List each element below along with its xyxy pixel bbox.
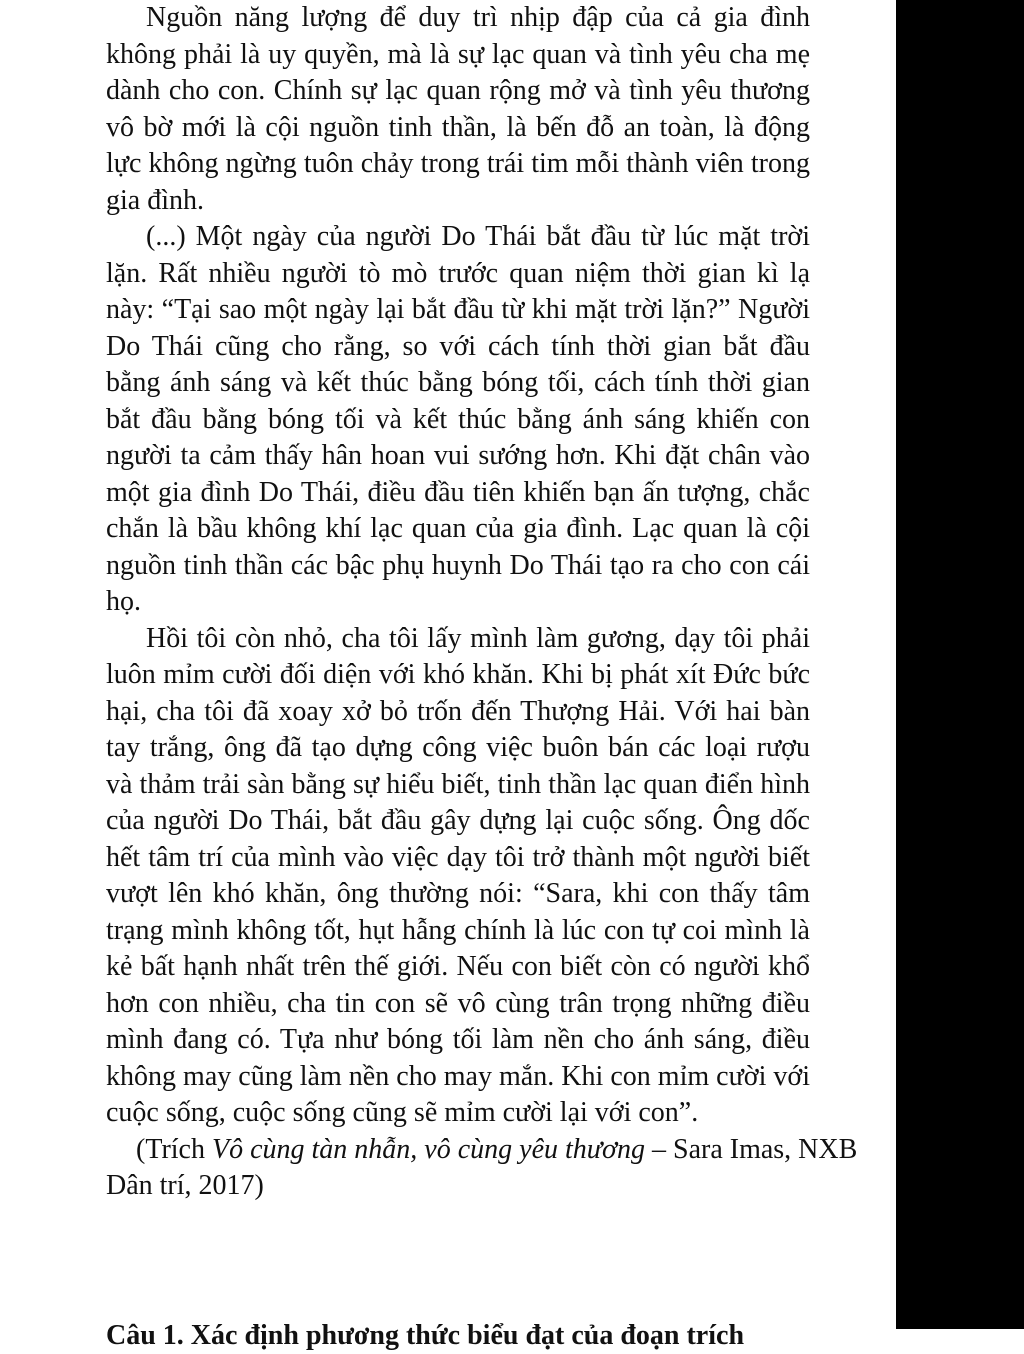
citation-book-title: Vô cùng tàn nhẫn, vô cùng yêu thương [211, 1133, 645, 1165]
paragraph-3: Hồi tôi còn nhỏ, cha tôi lấy mình làm gương, dạy tôi phải luôn mỉm cười đối diện với khó khăn. Khi bị phát xít Đức bức hại, cha tôi đã xoay xở bỏ trốn đến Thượng Hải. Với hai bàn tay trắng, ông đã tạo dựng công việc buôn bán các loại rượu và thảm trải sàn bằng sự hiểu biết, tinh thần lạc quan điển hình của người Do Thái, bắt đầu gây dựng lại cuộc sống. Ông dốc hết tâm trí của mình vào việc dạy tôi trở thành một người biết vượt lên khó khăn, ông thường nói: “Sara, khi con thấy tâm trạng mình không tốt, hụt hẫng chính là lúc con tự coi mình là kẻ bất hạnh nhất trên thế giới. Nếu con biết còn có người khổ hơn con nhiều, cha tin con sẽ vô cùng trân trọng những điều mình đang có. Tựa như bóng tối làm nền cho ánh sáng, điều không may cũng làm nền cho may mắn. Khi con mỉm cười với cuộc sống, cuộc sống cũng sẽ mỉm cười lại với con”. [106, 622, 810, 1128]
right-black-margin [896, 0, 1024, 1329]
citation-open: (Trích [136, 1133, 212, 1165]
document-body [106, 0, 858, 1205]
next-question-partial: Câu 1. Xác định phương thức biểu đạt của đoạn trích [106, 1320, 745, 1351]
paragraph-2: (...) Một ngày của người Do Thái bắt đầu từ lúc mặt trời lặn. Rất nhiều người tò mò trước quan niệm thời gian kì lạ này: “Tại sao một ngày lại bắt đầu từ khi mặt trời lặn?” Người Do Thái cũng cho rằng, so với cách tính thời gian bắt đầu bằng ánh sáng và kết thúc bằng bóng tối, cách tính thời gian bắt đầu bằng bóng tối và kết thúc bằng ánh sáng khiến con người ta cảm thấy hân hoan vui sướng hơn. Khi đặt chân vào một gia đình Do Thái, điều đầu tiên khiến bạn ấn tượng, chắc chắn là bầu không khí lạc quan của gia đình. Lạc quan là cội nguồn tinh thần các bậc phụ huynh Do Thái tạo ra cho con cái họ. [106, 221, 810, 617]
citation-rest: – Sara Imas, NXB Dân trí, 2017) [106, 1133, 858, 1201]
paragraph-1: Nguồn năng lượng để duy trì nhịp đập của cả gia đình không phải là uy quyền, mà là sự lạc quan và tình yêu cha mẹ dành cho con. Chính sự lạc quan rộng mở và tình yêu thương vô bờ mới là cội nguồn tinh thần, là bến đỗ an toàn, là động lực không ngừng tuôn chảy trong trái tim mỗi thành viên trong gia đình. [106, 2, 810, 216]
source-citation [106, 1132, 866, 1205]
